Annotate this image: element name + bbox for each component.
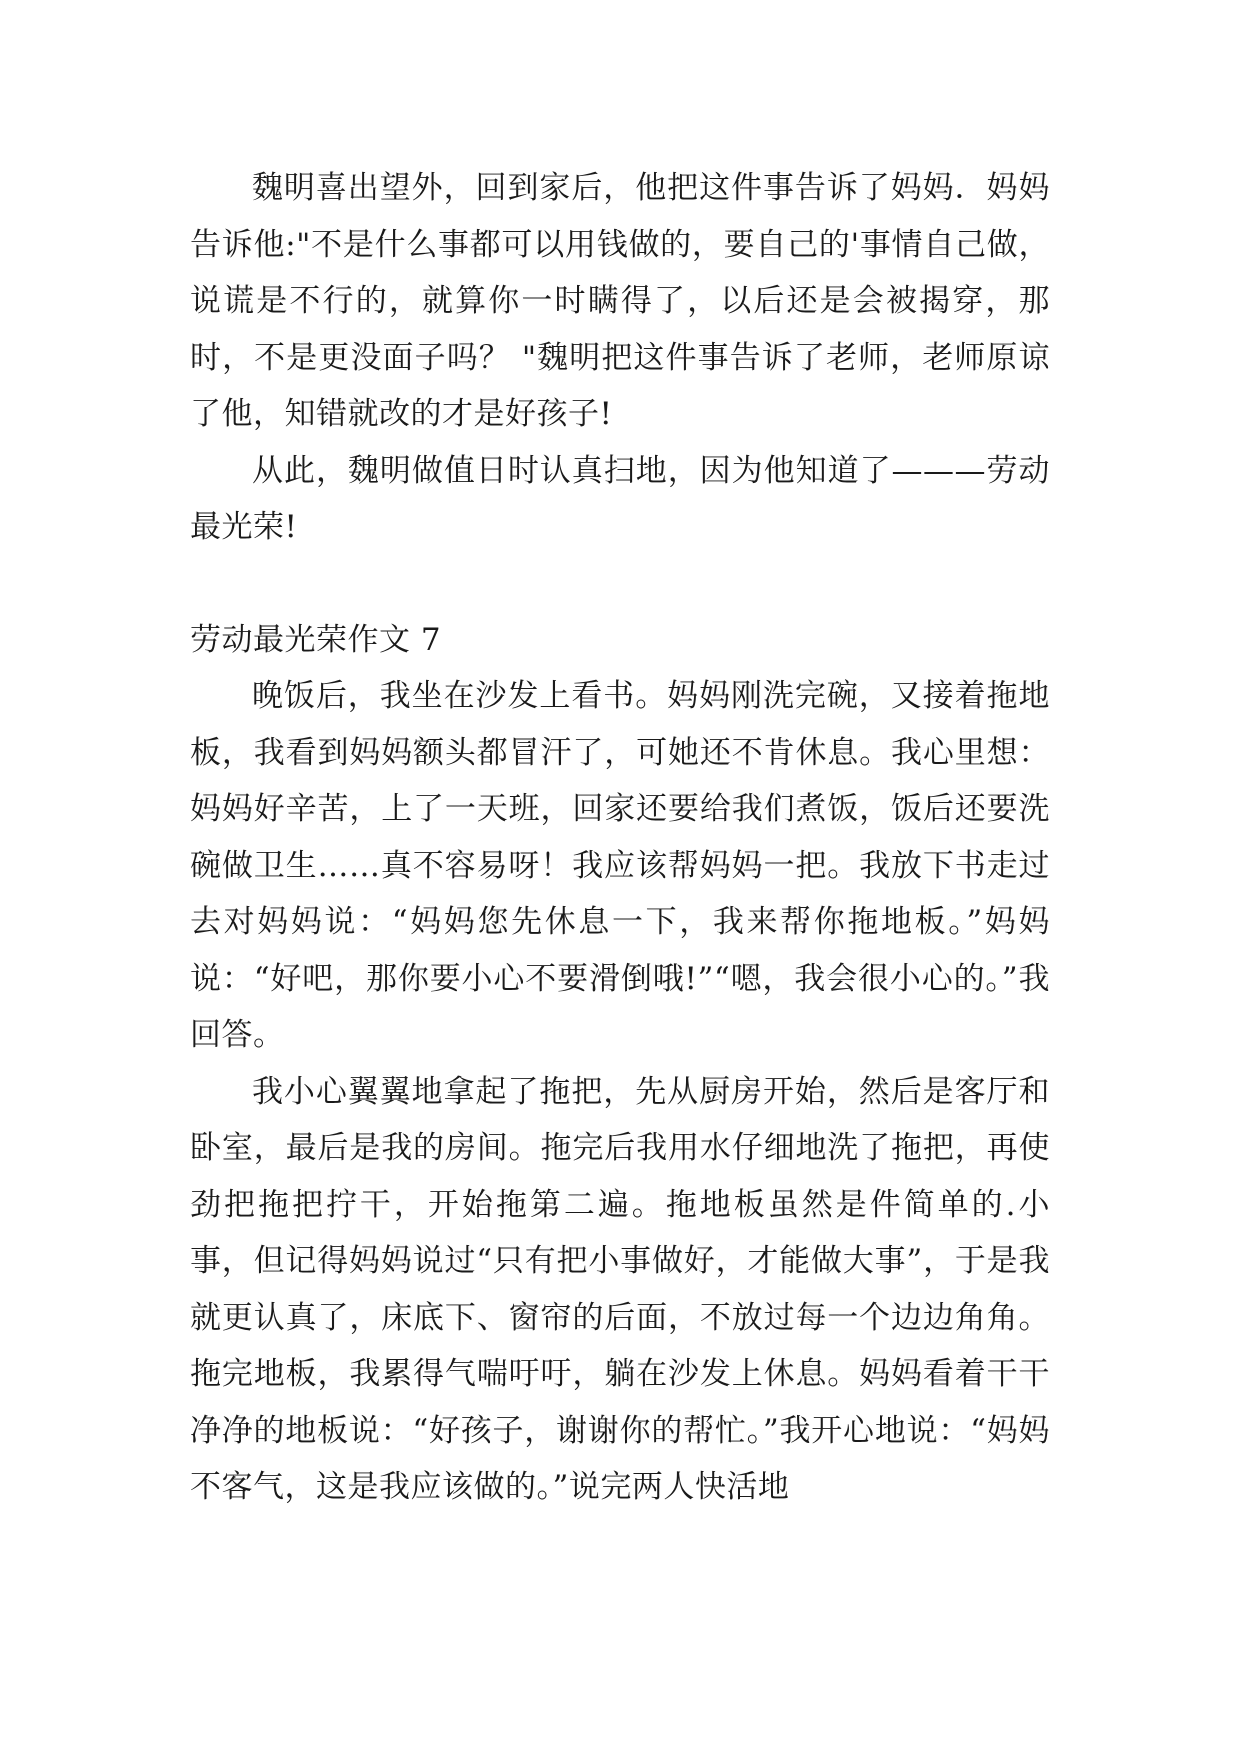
- paragraph: 我小心翼翼地拿起了拖把，先从厨房开始，然后是客厅和卧室，最后是我的房间。拖完后我用水仔细地洗了拖把，再使劲把拖把拧干，开始拖第二遍。拖地板虽然是件简单的.小事，但记得妈妈说过“只有把小事做好，才能做大事”，于是我就更认真了，床底下、窗帘的后面，不放过每一个边边角角。拖完地板，我累得气喘吁吁，躺在沙发上休息。妈妈看着干干净净的地板说：“好孩子，谢谢你的帮忙。”我开心地说：“妈妈不客气，这是我应该做的。”说完两人快活地: [190, 1073, 1050, 1505]
- document-body: [190, 160, 1050, 1516]
- paragraph: 晚饭后，我坐在沙发上看书。妈妈刚洗完碗，又接着拖地板，我看到妈妈额头都冒汗了，可她还不肯休息。我心里想：妈妈好辛苦，上了一天班，回家还要给我们煮饭，饭后还要洗碗做卫生……真不容易呀！我应该帮妈妈一把。我放下书走过去对妈妈说：“妈妈您先休息一下，我来帮你拖地板。”妈妈说：“好吧，那你要小心不要滑倒哦!”“嗯，我会很小心的。”我回答。: [190, 678, 1050, 1053]
- essay-heading: 劳动最光荣作文 7: [190, 621, 442, 658]
- paragraph: 从此，魏明做值日时认真扫地，因为他知道了———劳动最光荣!: [190, 452, 1050, 545]
- paragraph: 魏明喜出望外，回到家后，他把这件事告诉了妈妈．妈妈告诉他:"不是什么事都可以用钱做的，要自己的'事情自己做，说谎是不行的，就算你一时瞒得了，以后还是会被揭穿，那时，不是更没面子吗？ "魏明把这件事告诉了老师，老师原谅了他，知错就改的才是好孩子!: [190, 170, 1050, 432]
